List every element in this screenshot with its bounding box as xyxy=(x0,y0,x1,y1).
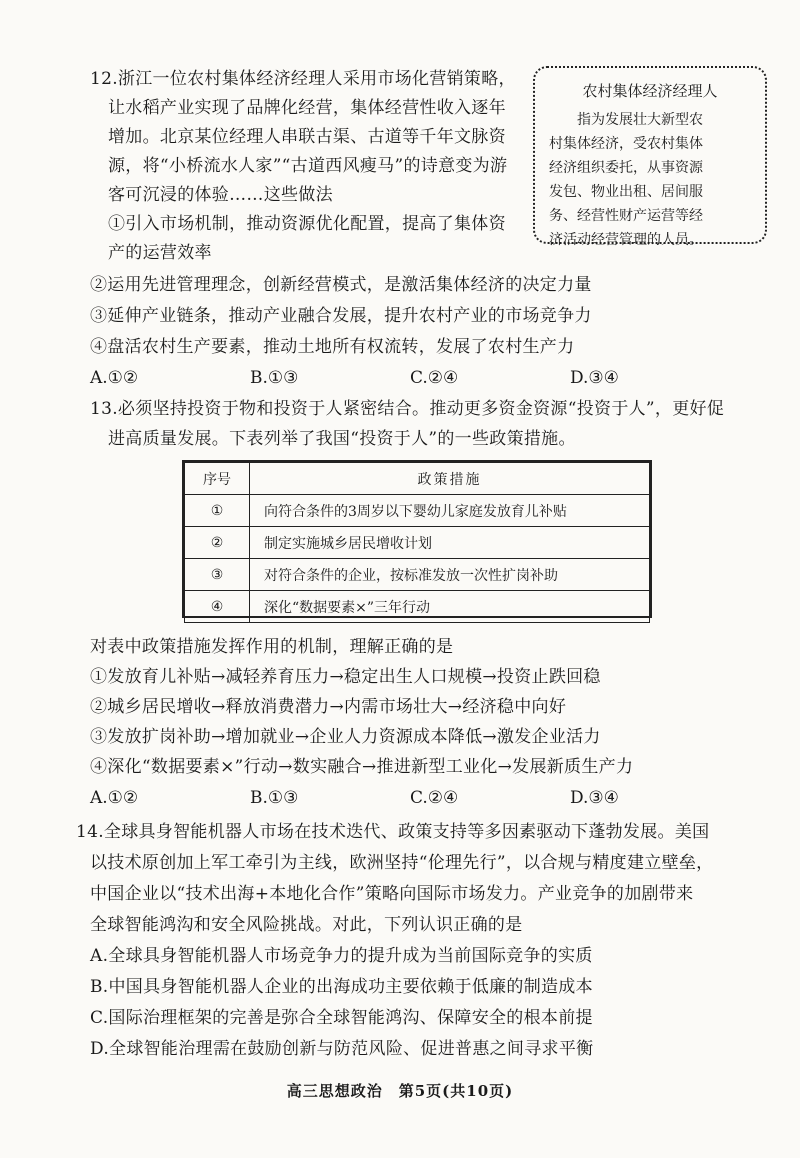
q12-statement-1: ①引入市场机制，推动资源优化配置，提高了集体资 xyxy=(108,214,506,234)
table-cell-number: ① xyxy=(185,495,250,527)
q12-line: 让水稻产业实现了品牌化经营，集体经营性收入逐年 xyxy=(108,98,506,118)
table-cell-number: ④ xyxy=(185,591,250,623)
q13-statement-4: ④深化“数据要素×”行动→数实融合→推进新型工业化→发展新质生产力 xyxy=(90,757,634,777)
page-footer: 高三思想政治 第5页(共10页) xyxy=(286,1082,514,1100)
note-line: 村集体经济，受农村集体 xyxy=(549,136,703,152)
q12-line: 源，将“小桥流水人家”“古道西风瘦马”的诗意变为游 xyxy=(108,156,508,176)
note-body xyxy=(549,108,757,252)
q12-option-c[interactable]: C.②④ xyxy=(410,368,459,388)
q14-line: 14.全球具身智能机器人市场在技术迭代、政策支持等多因素驱动下蓬勃发展。美国 xyxy=(76,822,710,842)
table-cell-policy: 制定实施城乡居民增收计划 xyxy=(250,527,650,559)
q13-statement-1: ①发放育儿补贴→减轻养育压力→稳定出生人口规模→投资止跌回稳 xyxy=(90,667,601,687)
q14-line: 中国企业以“技术出海+本地化合作”策略向国际市场发力。产业竞争的加剧带来 xyxy=(90,884,694,904)
q13-statement-2: ②城乡居民增收→释放消费潜力→内需市场壮大→经济稳中向好 xyxy=(90,697,567,717)
q13-option-c[interactable]: C.②④ xyxy=(410,788,459,808)
note-title: 农村集体经济经理人 xyxy=(582,82,718,100)
q13-prompt: 对表中政策措施发挥作用的机制，理解正确的是 xyxy=(90,637,454,657)
q12-line: 增加。北京某位经理人串联古渠、古道等千年文脉资 xyxy=(108,127,506,147)
table-cell-number: ③ xyxy=(185,559,250,591)
q12-line: 12.浙江一位农村集体经济经理人采用市场化营销策略， xyxy=(90,69,516,89)
definition-note-box xyxy=(533,66,767,248)
q12-option-b[interactable]: B.①③ xyxy=(250,368,299,388)
q14-option-a[interactable]: A.全球具身智能机器人市场竞争力的提升成为当前国际竞争的实质 xyxy=(90,946,593,966)
q12-line: 客可沉浸的体验……这些做法 xyxy=(108,185,333,205)
q13-option-a[interactable]: A.①② xyxy=(90,788,139,808)
q13-statement-3: ③发放扩岗补助→增加就业→企业人力资源成本降低→激发企业活力 xyxy=(90,727,601,747)
q12-statement-2: ②运用先进管理理念，创新经营模式，是激活集体经济的决定力量 xyxy=(90,275,592,295)
table-row xyxy=(185,527,650,559)
q12-statement-1-cont: 产的运营效率 xyxy=(108,243,212,263)
table-header-number: 序号 xyxy=(185,463,250,495)
q13-option-b[interactable]: B.①③ xyxy=(250,788,299,808)
table-row xyxy=(185,591,650,623)
policy-table xyxy=(182,460,652,618)
note-line: 发包、物业出租、居间服 xyxy=(549,184,703,200)
table-row xyxy=(185,495,650,527)
table-cell-policy: 深化“数据要素×”三年行动 xyxy=(250,591,650,623)
q14-option-d[interactable]: D.全球智能治理需在鼓励创新与防范风险、促进普惠之间寻求平衡 xyxy=(90,1039,594,1059)
q12-statement-4: ④盘活农村生产要素，推动土地所有权流转，发展了农村生产力 xyxy=(90,337,575,357)
note-line: 经济组织委托，从事资源 xyxy=(549,160,703,176)
table-cell-policy: 向符合条件的3周岁以下婴幼儿家庭发放育儿补贴 xyxy=(250,495,650,527)
table-row xyxy=(185,559,650,591)
q13-line: 13.必须坚持投资于物和投资于人紧密结合。推动更多资金资源“投资于人”，更好促 xyxy=(90,399,725,419)
table-header-row xyxy=(185,463,650,495)
q14-line: 以技术原创加上军工牵引为主线，欧洲坚持“伦理先行”，以合规与精度建立壁垒， xyxy=(90,853,714,873)
q13-option-d[interactable]: D.③④ xyxy=(570,788,619,808)
table-cell-policy: 对符合条件的企业，按标准发放一次性扩岗补助 xyxy=(250,559,650,591)
q12-option-d[interactable]: D.③④ xyxy=(570,368,619,388)
note-line: 济活动经营管理的人员。 xyxy=(549,232,703,248)
q12-statement-3: ③延伸产业链条，推动产业融合发展，提升农村产业的市场竞争力 xyxy=(90,306,592,326)
q13-line: 进高质量发展。下表列举了我国“投资于人”的一些政策措施。 xyxy=(108,429,576,449)
q12-option-a[interactable]: A.①② xyxy=(90,368,139,388)
table-cell-number: ② xyxy=(185,527,250,559)
note-line: 指为发展壮大新型农 xyxy=(577,112,703,128)
note-line: 务、经营性财产运营等经 xyxy=(549,208,703,224)
q14-option-c[interactable]: C.国际治理框架的完善是弥合全球智能鸿沟、保障安全的根本前提 xyxy=(90,1008,593,1028)
q14-option-b[interactable]: B.中国具身智能机器人企业的出海成功主要依赖于低廉的制造成本 xyxy=(90,977,593,997)
table-header-policy: 政策措施 xyxy=(250,463,650,495)
q14-line: 全球智能鸿沟和安全风险挑战。对此，下列认识正确的是 xyxy=(90,915,523,935)
